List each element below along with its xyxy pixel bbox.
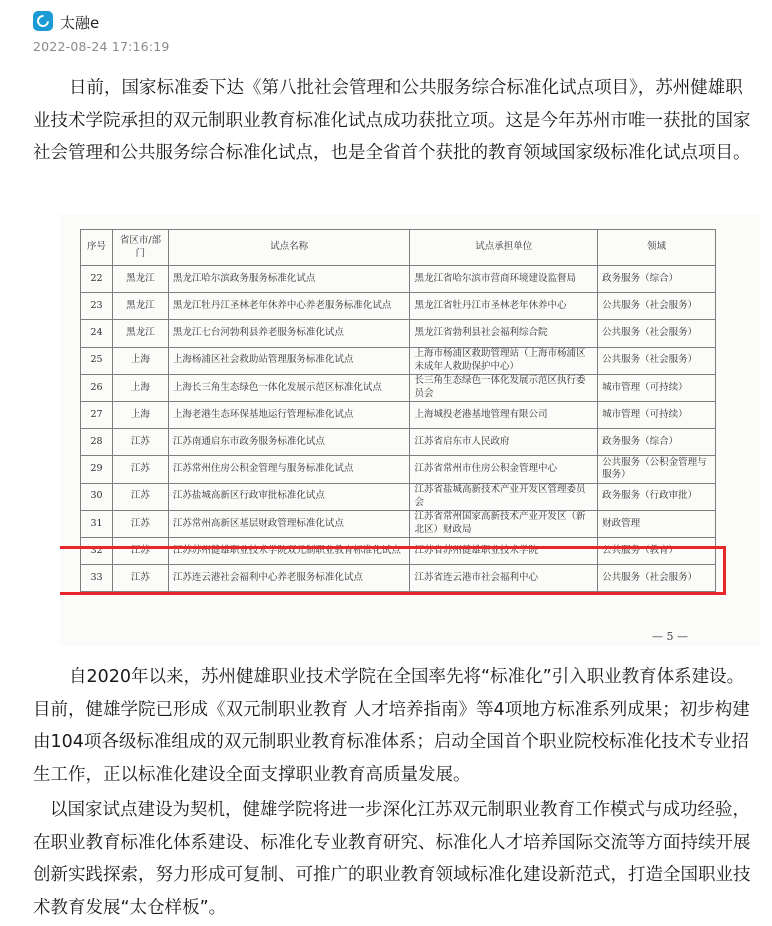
table-row [81,483,716,510]
cell-pilot-name: 江苏常州住房公积金管理与服务标准化试点 [168,456,410,483]
table-row [81,347,716,374]
cell-number: 32 [81,537,113,564]
header-pilot-name: 试点名称 [168,230,410,266]
cell-pilot-name: 江苏苏州健雄职业技术学院双元制职业教育标准化试点 [168,537,410,564]
paragraph-outlook: 以国家试点建设为契机，健雄学院将进一步深化江苏双元制职业教育工作模式与成功经验，在职业教育标准化体系建设、标准化专业教育研究、标准化人才培养国际交流等方面持续开展创新实践探索，努力形成可复制、可推广的职业教育领域标准化建设新范式，打造全国职业技术教育发展“太仓样板”。 [33,800,751,918]
post-header [0,0,772,60]
cell-field: 政务服务（综合） [598,266,716,293]
cell-field: 财政管理 [598,510,716,537]
cell-region: 黑龙江 [112,320,168,347]
cell-field: 公共服务（教育） [598,537,716,564]
pilot-project-table [80,229,716,592]
table-row [81,456,716,483]
table-row [81,510,716,537]
cell-undertaking-unit: 黑龙江省牡丹江市圣林老年休养中心 [410,293,598,320]
cell-undertaking-unit: 江苏省启东市人民政府 [410,429,598,456]
cell-field: 政务服务（行政审批） [598,483,716,510]
cell-number: 23 [81,293,113,320]
cell-number: 25 [81,347,113,374]
table-row [81,266,716,293]
cell-undertaking-unit: 江苏省苏州健雄职业技术学院 [410,537,598,564]
cell-region: 江苏 [112,429,168,456]
cell-pilot-name: 黑龙江牡丹江圣林老年休养中心养老服务标准化试点 [168,293,410,320]
table-header-row [81,230,716,266]
table-row [81,565,716,592]
cell-pilot-name: 江苏连云港社会福利中心养老服务标准化试点 [168,565,410,592]
cell-field: 公共服务（社会服务） [598,565,716,592]
document-scan-image [60,214,760,646]
cell-field: 公共服务（社会服务） [598,293,716,320]
cell-region: 上海 [112,374,168,401]
header-number: 序号 [81,230,113,266]
cell-undertaking-unit: 江苏省连云港市社会福利中心 [410,565,598,592]
cell-region: 江苏 [112,456,168,483]
cell-field: 公共服务（社会服务） [598,347,716,374]
cell-undertaking-unit: 黑龙江省勃利县社会福利综合院 [410,320,598,347]
cell-number: 22 [81,266,113,293]
cell-region: 黑龙江 [112,293,168,320]
cell-number: 31 [81,510,113,537]
cell-undertaking-unit: 上海市杨浦区救助管理站（上海市杨浦区未成年人救助保护中心） [410,347,598,374]
cell-number: 30 [81,483,113,510]
table-row [81,320,716,347]
cell-pilot-name: 黑龙江七台河勃利县养老服务标准化试点 [168,320,410,347]
cell-pilot-name: 江苏常州高新区基层财政管理标准化试点 [168,510,410,537]
table-row [81,374,716,401]
cell-pilot-name: 江苏南通启东市政务服务标准化试点 [168,429,410,456]
cell-undertaking-unit: 上海城投老港基地管理有限公司 [410,401,598,428]
cell-pilot-name: 上海杨浦区社会救助站管理服务标准化试点 [168,347,410,374]
cell-region: 江苏 [112,510,168,537]
cell-region: 黑龙江 [112,266,168,293]
cell-undertaking-unit: 黑龙江省哈尔滨市营商环境建设监督局 [410,266,598,293]
cell-pilot-name: 上海长三角生态绿色一体化发展示范区标准化试点 [168,374,410,401]
cell-number: 33 [81,565,113,592]
table-row [81,537,716,564]
paragraph-progress: 自2020年以来，苏州健雄职业技术学院在全国率先将“标准化”引入职业教育体系建设。目前，健雄学院已形成《双元制职业教育 人才培养指南》等4项地方标准系列成果；初步构建由104项各级标准组成的双元制职业教育标准体系；启动全国首个职业院校标准化技术专业招生工作，正以标准化建设全面支撑职业教育高质量发展。 [33,667,750,785]
header-region: 省区市/部门 [112,230,168,266]
cell-field: 公共服务（公积金管理与服务） [598,456,716,483]
cell-undertaking-unit: 江苏省盐城高新技术产业开发区管理委员会 [410,483,598,510]
cell-region: 上海 [112,401,168,428]
cell-field: 城市管理（可持续） [598,401,716,428]
cell-number: 26 [81,374,113,401]
header-undertaking-unit: 试点承担单位 [410,230,598,266]
table-row [81,401,716,428]
cell-undertaking-unit: 江苏省常州国家高新技术产业开发区（新北区）财政局 [410,510,598,537]
table-row [81,429,716,456]
table-row [81,293,716,320]
post-timestamp: 2022-08-24 17:16:19 [33,39,170,54]
cell-number: 24 [81,320,113,347]
author-name[interactable]: 太融e [60,14,100,32]
cell-number: 27 [81,401,113,428]
cell-pilot-name: 江苏盐城高新区行政审批标准化试点 [168,483,410,510]
cell-pilot-name: 黑龙江哈尔滨政务服务标准化试点 [168,266,410,293]
cell-number: 29 [81,456,113,483]
paragraph-intro: 日前，国家标准委下达《第八批社会管理和公共服务综合标准化试点项目》，苏州健雄职业技术学院承担的双元制职业教育标准化试点成功获批立项。这是今年苏州市唯一获批的国家社会管理和公共服务综合标准化试点，也是全省首个获批的教育领域国家级标准化试点项目。 [33,78,751,163]
cell-undertaking-unit: 长三角生态绿色一体化发展示范区执行委员会 [410,374,598,401]
page-number: — 5 — [652,630,688,643]
cell-undertaking-unit: 江苏省常州市住房公积金管理中心 [410,456,598,483]
cell-field: 公共服务（社会服务） [598,320,716,347]
cell-region: 江苏 [112,565,168,592]
cell-region: 上海 [112,347,168,374]
cell-number: 28 [81,429,113,456]
cell-region: 江苏 [112,483,168,510]
cell-region: 江苏 [112,537,168,564]
cell-field: 城市管理（可持续） [598,374,716,401]
cell-field: 政务服务（综合） [598,429,716,456]
header-field: 领域 [598,230,716,266]
taironge-logo-icon[interactable] [33,11,53,31]
cell-pilot-name: 上海老港生态环保基地运行管理标准化试点 [168,401,410,428]
